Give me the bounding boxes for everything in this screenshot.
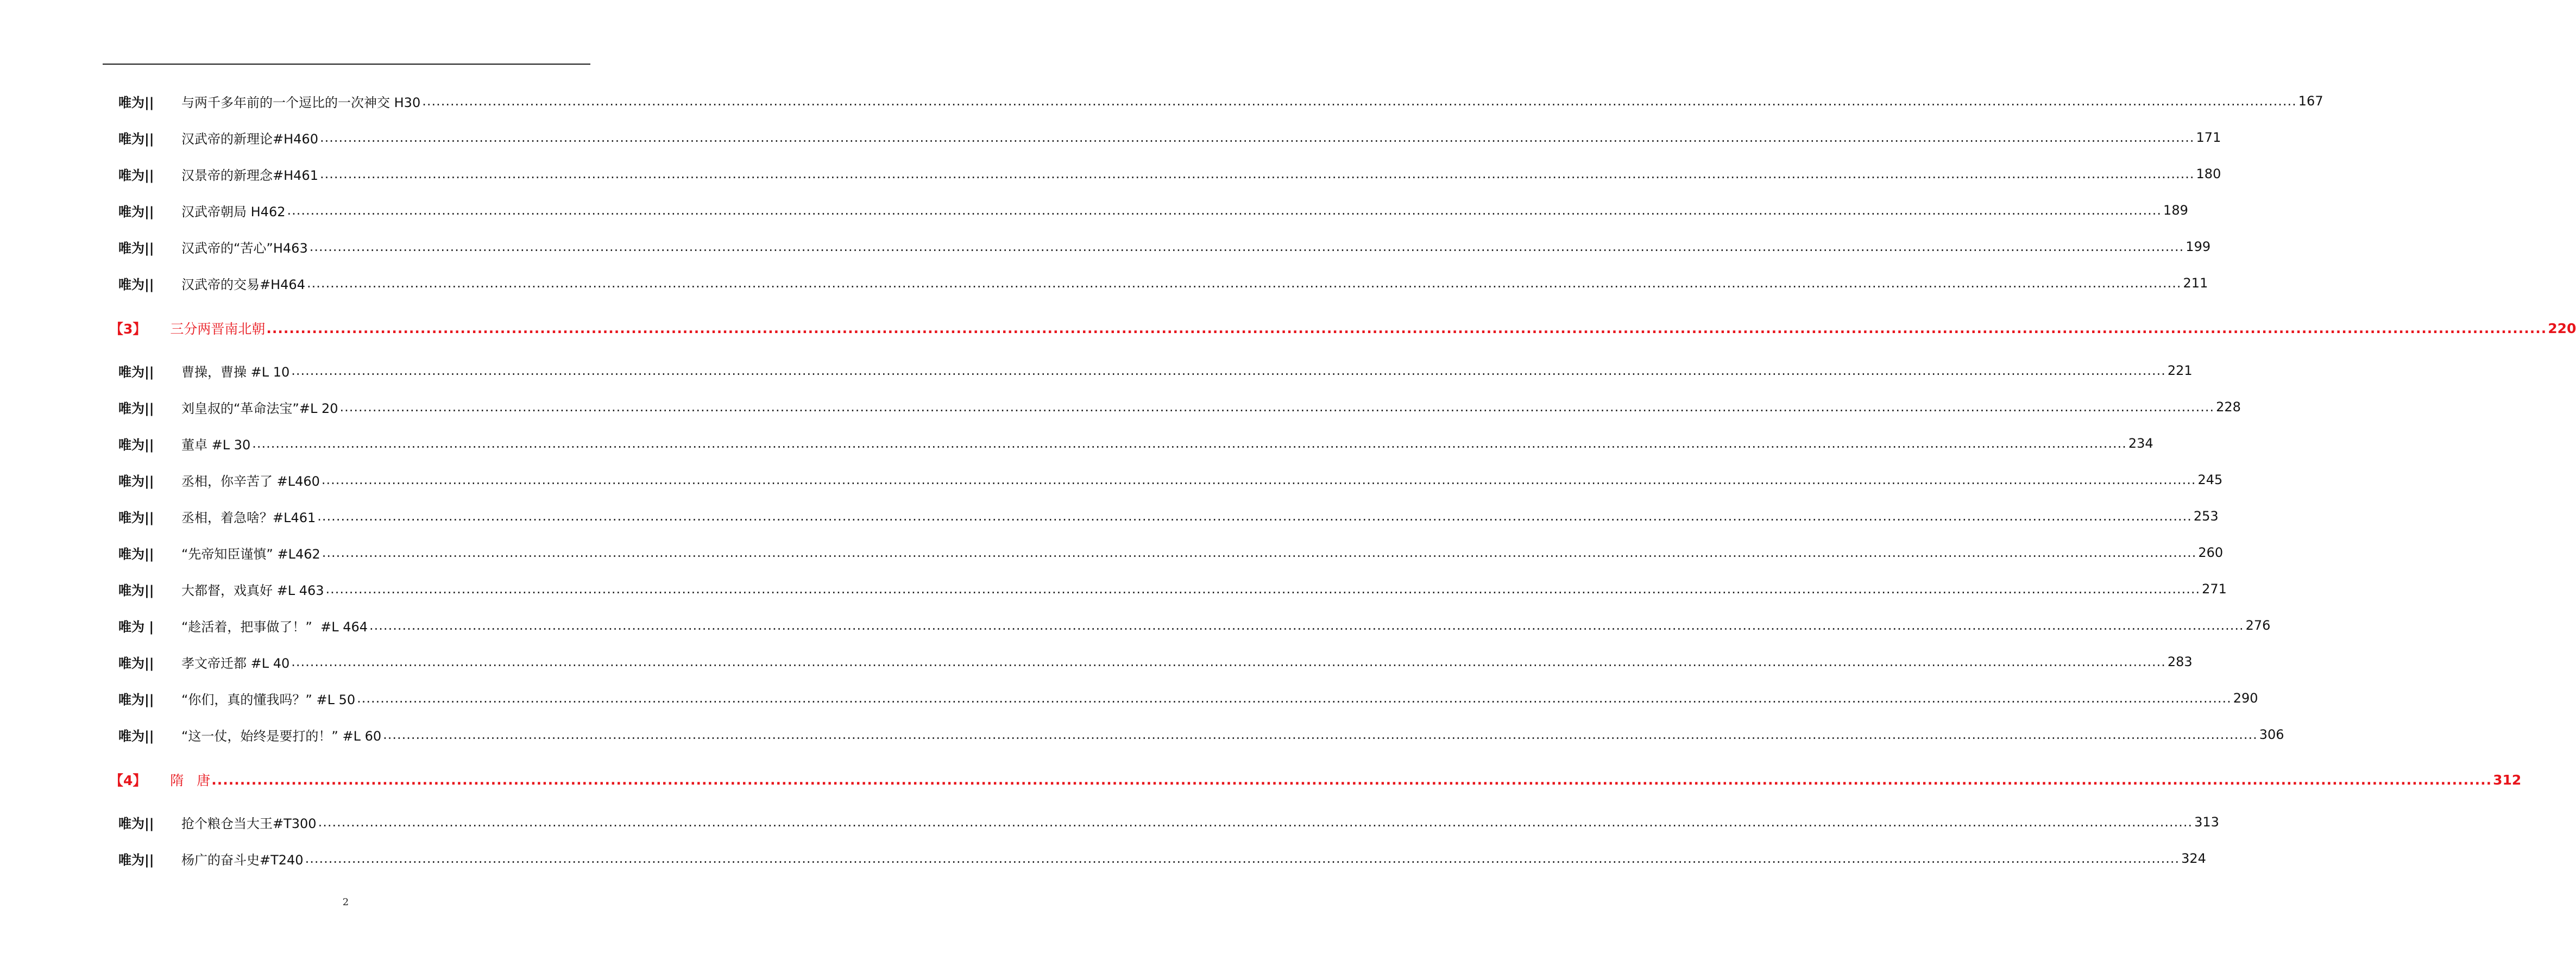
entry-prefix: 唯为||: [118, 546, 154, 562]
dot-leader: ................................................................................................................................................................................................................................................................................................................................................................................................................: [325, 581, 2201, 597]
entry-page-number: 171: [2196, 130, 2221, 145]
entry-prefix: 唯为||: [118, 204, 154, 220]
section-number: 【3】: [110, 321, 147, 337]
dot-leader: ................................................................................................................................................................................................................................................................................................................................................................................................................: [318, 814, 2193, 830]
entry-prefix: 唯为||: [118, 655, 154, 671]
entry-prefix: 唯为||: [118, 728, 154, 744]
toc-entry[interactable]: [118, 360, 2193, 381]
entry-title: 丞相，你辛苦了 #L460: [181, 473, 320, 489]
dot-leader: ................................................................................................................................................................................................................................................................................................................................................................................................................: [317, 509, 2192, 524]
dot-leader: ................................................................................................................................................................................................................................................................................................................................................................................................................: [266, 320, 2547, 336]
dot-leader: ................................................................................................................................................................................................................................................................................................................................................................................................................: [357, 691, 2232, 706]
entry-page-number: 276: [2245, 618, 2271, 633]
entry-title: 杨广的奋斗史#T240: [181, 852, 304, 868]
dot-leader: ................................................................................................................................................................................................................................................................................................................................................................................................................: [339, 399, 2215, 415]
entry-title: “趁活着，把事做了！” #L 464: [181, 619, 368, 635]
toc-entry[interactable]: [118, 542, 2224, 563]
entry-page-number: 199: [2185, 239, 2211, 254]
dot-leader: ................................................................................................................................................................................................................................................................................................................................................................................................................: [306, 275, 2182, 291]
page-number: 2: [342, 896, 349, 908]
entry-prefix: 唯为||: [118, 167, 154, 183]
section-page-number: 220: [2548, 320, 2576, 336]
toc-entry[interactable]: [118, 272, 2208, 294]
entry-prefix: 唯为||: [118, 473, 154, 489]
toc-section-heading[interactable]: [110, 768, 2522, 792]
entry-page-number: 228: [2216, 399, 2241, 415]
entry-title: “这一仗，始终是要打的！” #L 60: [181, 728, 382, 744]
toc-section-heading[interactable]: [110, 316, 2576, 340]
entry-page-number: 245: [2197, 472, 2223, 487]
toc-entry[interactable]: [118, 578, 2227, 600]
entry-prefix: 唯为||: [118, 400, 154, 416]
entry-page-number: 306: [2259, 727, 2284, 742]
entry-title: “你们，真的懂我吗？” #L 50: [181, 692, 356, 707]
entry-prefix: 唯为||: [118, 131, 154, 147]
entry-page-number: 221: [2167, 363, 2193, 378]
entry-title: 汉景帝的新理念#H461: [181, 167, 318, 183]
dot-leader: ................................................................................................................................................................................................................................................................................................................................................................................................................: [369, 618, 2244, 633]
entry-prefix: 唯为||: [118, 510, 154, 525]
toc-entry[interactable]: [118, 505, 2219, 527]
entry-page-number: 260: [2198, 545, 2224, 560]
toc-entry[interactable]: [118, 687, 2258, 709]
entry-prefix: 唯为||: [118, 582, 154, 598]
dot-leader: ................................................................................................................................................................................................................................................................................................................................................................................................................: [319, 130, 2195, 145]
entry-page-number: 234: [2128, 436, 2153, 451]
entry-prefix: 唯为||: [118, 816, 154, 831]
section-title: 隋 唐: [170, 773, 211, 788]
entry-page-number: 283: [2167, 654, 2193, 669]
entry-page-number: 189: [2163, 203, 2188, 218]
entry-page-number: 253: [2193, 509, 2219, 524]
entry-prefix: 唯为||: [118, 95, 154, 110]
entry-prefix: 唯为||: [118, 852, 154, 868]
section-page-number: 312: [2493, 772, 2522, 788]
toc-entry[interactable]: [118, 127, 2221, 148]
entry-title: 汉武帝的新理论#H460: [181, 131, 318, 147]
dot-leader: ................................................................................................................................................................................................................................................................................................................................................................................................................: [383, 727, 2258, 742]
entry-prefix: 唯为||: [118, 240, 154, 256]
toc-entry[interactable]: [118, 236, 2211, 258]
entry-prefix: 唯为||: [118, 692, 154, 707]
entry-title: 汉武帝的“苦心”H463: [181, 240, 308, 256]
dot-leader: ................................................................................................................................................................................................................................................................................................................................................................................................................: [309, 239, 2184, 254]
dot-leader: ................................................................................................................................................................................................................................................................................................................................................................................................................: [287, 203, 2162, 218]
entry-page-number: 313: [2194, 814, 2219, 830]
entry-title: 刘皇叔的“革命法宝”#L 20: [181, 400, 338, 416]
entry-page-number: 180: [2196, 166, 2221, 181]
entry-title: 抢个粮仓当大王#T300: [181, 816, 317, 831]
entry-prefix: 唯为||: [118, 437, 154, 453]
toc-entry[interactable]: [118, 163, 2221, 185]
dot-leader: ................................................................................................................................................................................................................................................................................................................................................................................................................: [291, 363, 2166, 378]
toc-entry[interactable]: [118, 848, 2206, 869]
toc-entry[interactable]: [118, 615, 2271, 636]
section-number: 【4】: [110, 773, 147, 788]
toc-entry[interactable]: [118, 469, 2223, 491]
toc-entry[interactable]: [118, 432, 2153, 454]
dot-leader: ................................................................................................................................................................................................................................................................................................................................................................................................................: [211, 772, 2492, 788]
entry-page-number: 211: [2183, 275, 2208, 291]
entry-title: 大都督，戏真好 #L 463: [181, 582, 324, 598]
dot-leader: ................................................................................................................................................................................................................................................................................................................................................................................................................: [322, 545, 2197, 560]
dot-leader: ................................................................................................................................................................................................................................................................................................................................................................................................................: [305, 851, 2180, 866]
toc-entry[interactable]: [118, 724, 2284, 745]
dot-leader: ................................................................................................................................................................................................................................................................................................................................................................................................................: [291, 654, 2166, 669]
entry-title: 孝文帝迁都 #L 40: [181, 655, 290, 671]
entry-title: “先帝知臣谨慎” #L462: [181, 546, 320, 562]
entry-title: 曹操，曹操 #L 10: [181, 364, 290, 380]
toc-entry[interactable]: [118, 396, 2241, 418]
entry-prefix: 唯为 |: [118, 619, 154, 635]
entry-page-number: 290: [2233, 691, 2258, 706]
dot-leader: ................................................................................................................................................................................................................................................................................................................................................................................................................: [319, 166, 2195, 181]
entry-page-number: 167: [2298, 93, 2323, 109]
toc-entry[interactable]: [118, 811, 2219, 833]
entry-title: 汉武帝朝局 H462: [181, 204, 286, 220]
section-title: 三分两晋南北朝: [170, 321, 266, 337]
entry-prefix: 唯为||: [118, 364, 154, 380]
entry-title: 汉武帝的交易#H464: [181, 277, 305, 292]
dot-leader: ................................................................................................................................................................................................................................................................................................................................................................................................................: [422, 93, 2297, 109]
dot-leader: ................................................................................................................................................................................................................................................................................................................................................................................................................: [252, 436, 2127, 451]
entry-title: 董卓 #L 30: [181, 437, 251, 453]
entry-title: 与两千多年前的一个逗比的一次神交 H30: [181, 95, 421, 110]
entry-page-number: 324: [2181, 851, 2206, 866]
toc-entry[interactable]: [118, 90, 2323, 112]
entry-prefix: 唯为||: [118, 277, 154, 292]
entry-page-number: 271: [2202, 581, 2227, 597]
entry-title: 丞相，着急啥？#L461: [181, 510, 316, 525]
toc-entry[interactable]: [118, 651, 2193, 673]
dot-leader: ................................................................................................................................................................................................................................................................................................................................................................................................................: [321, 472, 2196, 487]
toc-entry[interactable]: [118, 199, 2188, 221]
